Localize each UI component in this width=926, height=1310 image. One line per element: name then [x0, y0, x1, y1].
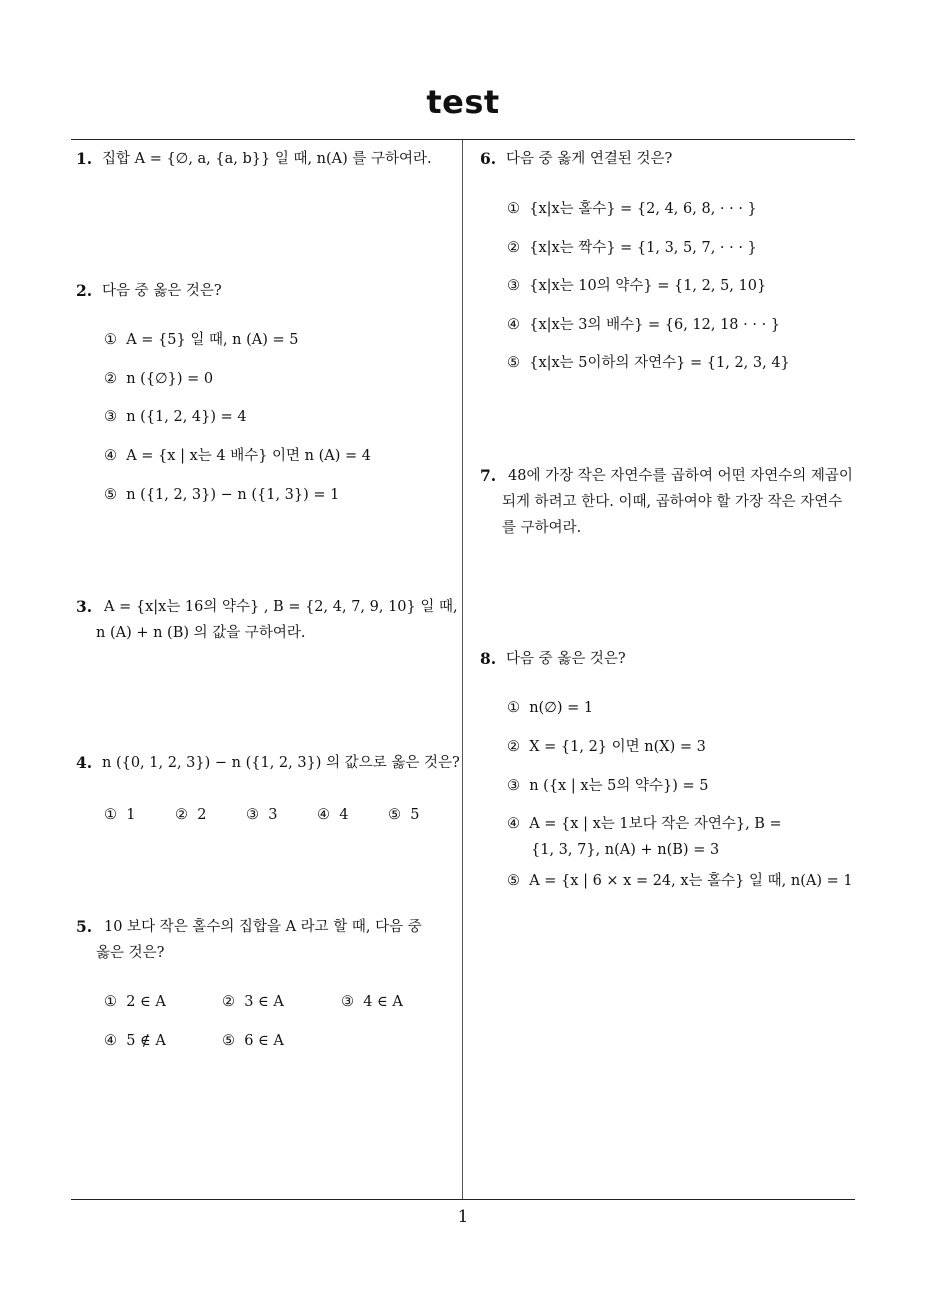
- question-number: 8.: [480, 649, 497, 668]
- choice-text: 3 ∈ A: [244, 994, 284, 1010]
- choice-text: {x|x는 5이하의 자연수} = {1, 2, 3, 4}: [529, 355, 790, 371]
- choice-text: 6 ∈ A: [244, 1033, 284, 1049]
- choice-mark: ⑤: [507, 355, 520, 371]
- choice-mark: ②: [507, 739, 520, 755]
- choice-text: 5 ∉ A: [126, 1033, 166, 1049]
- choice-item: [341, 989, 403, 1015]
- choice-text: {x|x는 짝수} = {1, 3, 5, 7, · · · }: [529, 240, 757, 256]
- column-divider: [462, 140, 463, 1199]
- question-6: [480, 146, 860, 172]
- choice-item: [222, 989, 284, 1015]
- choice-mark: ④: [104, 1033, 117, 1049]
- question-text-line1: A = {x|x는 16의 약수} , B = {2, 4, 7, 9, 10} 일 때,: [104, 599, 458, 615]
- choice-mark: ⑤: [222, 1033, 235, 1049]
- question-text: 다음 중 옳은 것은?: [506, 651, 626, 667]
- choice-mark: ④: [104, 448, 117, 464]
- choice-item: [104, 1028, 166, 1054]
- choice-item: [222, 1028, 284, 1054]
- question-text: 다음 중 옳게 연결된 것은?: [506, 151, 673, 167]
- choice-item: [507, 312, 780, 338]
- question-text-line2: 되게 하려고 한다. 이때, 곱하여야 할 가장 작은 자연수: [502, 494, 843, 510]
- question-7: [480, 463, 860, 541]
- choice-item: [104, 989, 166, 1015]
- choice-item: [104, 366, 213, 392]
- choice-item: [507, 235, 757, 261]
- choice-text: 1: [126, 807, 136, 823]
- choice-text-continued: {1, 3, 7}, n(A) + n(B) = 3: [531, 842, 720, 858]
- question-number: 1.: [76, 149, 93, 168]
- choice-text: n ({x | x는 5의 약수}) = 5: [529, 778, 709, 794]
- choice-text: n ({1, 2, 3}) − n ({1, 3}) = 1: [126, 487, 340, 503]
- choice-item: [507, 734, 706, 760]
- question-4: [76, 750, 458, 776]
- question-1: [76, 146, 458, 172]
- choice-mark: ①: [507, 201, 520, 217]
- choice-text: {x|x는 홀수} = {2, 4, 6, 8, · · · }: [529, 201, 757, 217]
- question-8: [480, 646, 860, 672]
- choice-text: n ({∅}) = 0: [126, 371, 214, 387]
- choice-item: [507, 196, 757, 222]
- choice-mark: ③: [341, 994, 354, 1010]
- choice-text: A = {x | x는 1보다 작은 자연수}, B =: [529, 816, 782, 832]
- question-text-line1: 10 보다 작은 홀수의 집합을 A 라고 할 때, 다음 중: [104, 919, 422, 935]
- choice-item: [175, 802, 206, 828]
- choice-mark: ①: [507, 700, 520, 716]
- choice-item: [388, 802, 419, 828]
- question-text-line3: 를 구하여라.: [502, 520, 582, 536]
- question-text: n ({0, 1, 2, 3}) − n ({1, 2, 3}) 의 값으로 옳은 것은?: [102, 755, 460, 771]
- question-number: 3.: [76, 597, 93, 616]
- question-number: 2.: [76, 281, 93, 300]
- choice-text: 3: [268, 807, 278, 823]
- choice-mark: ④: [507, 317, 520, 333]
- choice-text: X = {1, 2} 이면 n(X) = 3: [529, 739, 706, 755]
- question-number: 7.: [480, 466, 497, 485]
- page-number: 1: [457, 1207, 469, 1227]
- choice-item: [246, 802, 277, 828]
- choice-mark: ①: [104, 994, 117, 1010]
- choice-mark: ⑤: [507, 873, 520, 889]
- choice-mark: ④: [317, 807, 330, 823]
- question-text: 다음 중 옳은 것은?: [102, 283, 222, 299]
- choice-mark: ⑤: [388, 807, 401, 823]
- choice-mark: ③: [104, 409, 117, 425]
- choice-mark: ②: [222, 994, 235, 1010]
- choice-text: {x|x는 10의 약수} = {1, 2, 5, 10}: [529, 278, 767, 294]
- choice-item: [317, 802, 348, 828]
- choice-text: 2: [197, 807, 207, 823]
- choice-item: [104, 802, 135, 828]
- choice-item: [507, 811, 782, 837]
- question-number: 4.: [76, 753, 93, 772]
- question-3: [76, 594, 458, 646]
- choice-mark: ②: [507, 240, 520, 256]
- question-number: 6.: [480, 149, 497, 168]
- choice-item: [507, 773, 708, 799]
- choice-text: 2 ∈ A: [126, 994, 166, 1010]
- choice-text: A = {x | x는 4 배수} 이면 n (A) = 4: [126, 448, 371, 464]
- question-5: [76, 914, 458, 966]
- choice-item: [104, 327, 299, 353]
- choice-item: [104, 443, 371, 469]
- choice-item: [507, 695, 593, 721]
- choice-mark: ⑤: [104, 487, 117, 503]
- question-text-line1: 48에 가장 작은 자연수를 곱하여 어떤 자연수의 제곱이: [508, 468, 853, 484]
- choice-text: {x|x는 3의 배수} = {6, 12, 18 · · · }: [529, 317, 781, 333]
- choice-item: [104, 404, 247, 430]
- choice-item: [104, 482, 339, 508]
- document-title: test: [426, 83, 500, 121]
- choice-mark: ③: [246, 807, 259, 823]
- choice-text: A = {5} 일 때, n (A) = 5: [126, 332, 299, 348]
- question-number: 5.: [76, 917, 93, 936]
- choice-mark: ③: [507, 278, 520, 294]
- choice-item: [507, 350, 790, 376]
- choice-text: n ({1, 2, 4}) = 4: [126, 409, 247, 425]
- question-text-line2: n (A) + n (B) 의 값을 구하여라.: [96, 625, 306, 641]
- choice-mark: ①: [104, 332, 117, 348]
- choice-text: n(∅) = 1: [529, 700, 594, 716]
- choice-item: [507, 868, 853, 894]
- choice-mark: ①: [104, 807, 117, 823]
- header-rule: [71, 139, 855, 140]
- choice-text: 5: [410, 807, 420, 823]
- choice-text: 4 ∈ A: [363, 994, 403, 1010]
- choice-mark: ②: [104, 371, 117, 387]
- choice-mark: ③: [507, 778, 520, 794]
- question-2: [76, 278, 458, 304]
- question-text-line2: 옳은 것은?: [96, 945, 165, 961]
- choice-text: A = {x | 6 × x = 24, x는 홀수} 일 때, n(A) = 1: [529, 873, 853, 889]
- choice-mark: ④: [507, 816, 520, 832]
- choice-mark: ②: [175, 807, 188, 823]
- choice-text: 4: [339, 807, 349, 823]
- choice-item: [507, 273, 766, 299]
- question-text: 집합 A = {∅, a, {a, b}} 일 때, n(A) 를 구하여라.: [102, 151, 432, 167]
- footer-rule: [71, 1199, 855, 1200]
